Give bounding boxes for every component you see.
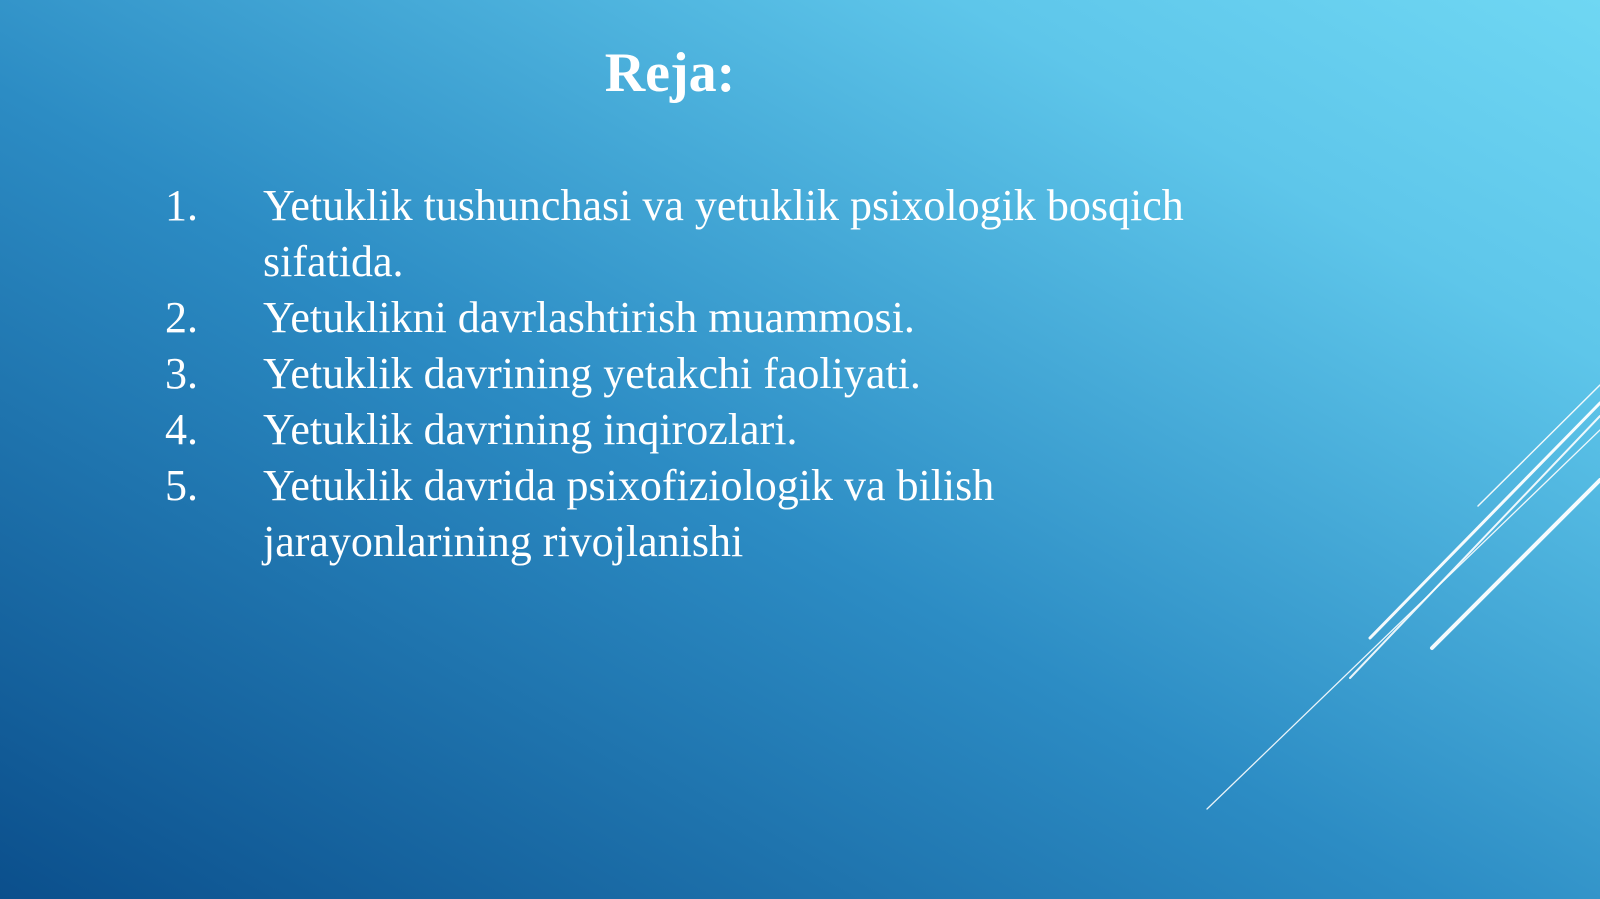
diagonal-line [1350, 416, 1600, 678]
diagonal-line [1432, 480, 1600, 648]
agenda-item-text: Yetuklik davrining yetakchi faoliyati. [263, 349, 921, 398]
agenda-item-text: Yetuklik tushunchasi va yetuklik psixologik bosqich sifatida. [263, 181, 1184, 286]
agenda-item-number: 2. [165, 293, 198, 342]
agenda-item-number: 1. [165, 181, 198, 230]
agenda-item-text: Yetuklikni davrlashtirish muammosi. [263, 293, 915, 342]
agenda-item-4 [165, 402, 1265, 458]
slide-title: Reja: [604, 42, 736, 104]
agenda-item-5 [165, 458, 1265, 570]
agenda-list [165, 178, 1265, 570]
diagonal-line [1370, 403, 1600, 638]
agenda-item-3 [165, 346, 1265, 402]
diagonal-line [1207, 430, 1600, 809]
agenda-item-text: Yetuklik davrining inqirozlari. [263, 405, 798, 454]
agenda-item-1 [165, 178, 1265, 290]
diagonal-line [1478, 385, 1600, 506]
agenda-item-2 [165, 290, 1265, 346]
agenda-item-text: Yetuklik davrida psixofiziologik va bilish jarayonlarining rivojlanishi [263, 461, 995, 566]
agenda-item-number: 4. [165, 405, 198, 454]
agenda-item-number: 5. [165, 461, 198, 510]
agenda-item-number: 3. [165, 349, 198, 398]
